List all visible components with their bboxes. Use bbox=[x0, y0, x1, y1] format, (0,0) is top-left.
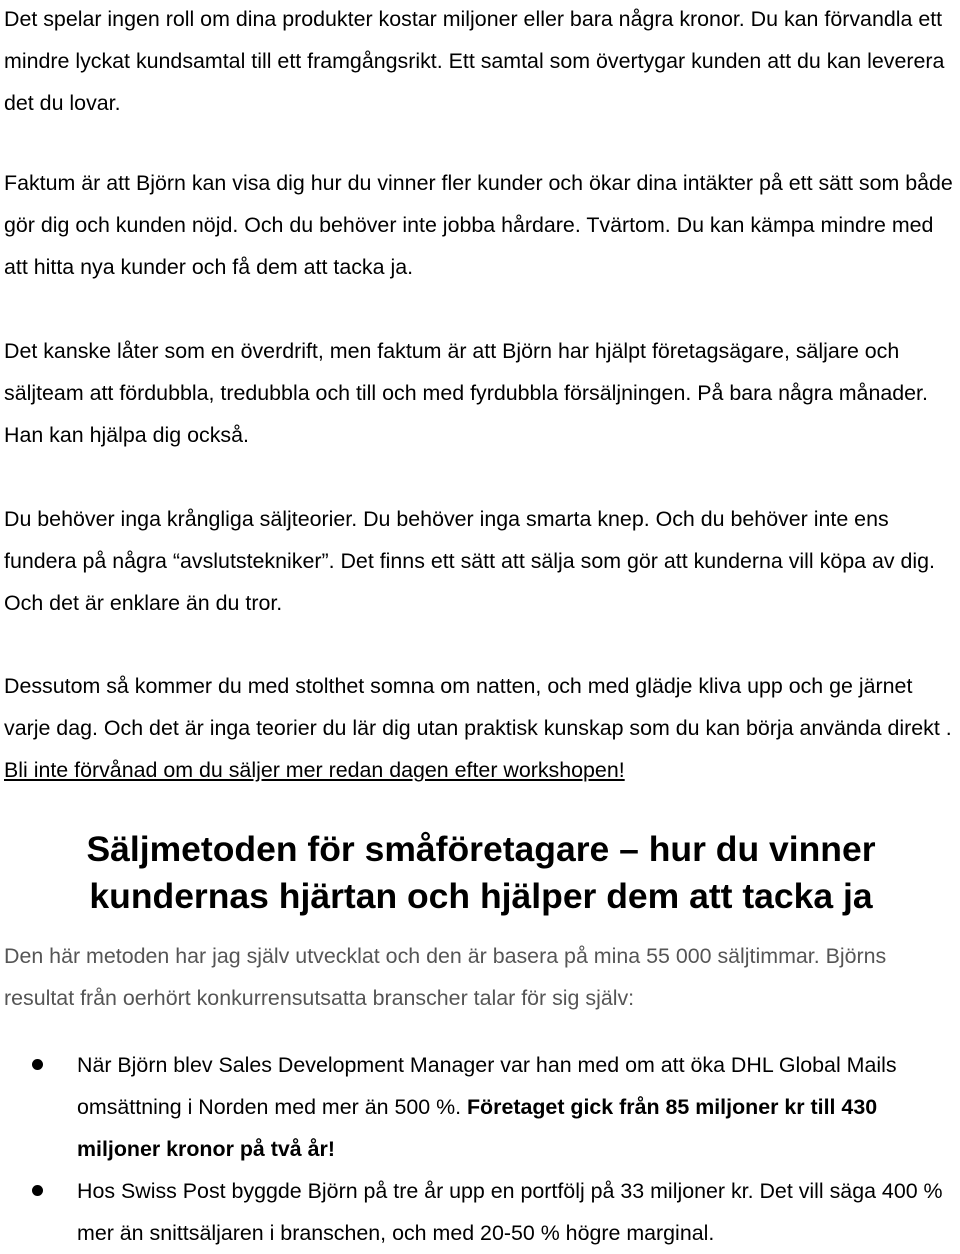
list-item-bold-text: Företaget gick från 85 miljoner kr till 430 miljoner kronor på två år! bbox=[77, 1095, 878, 1161]
list-item-text: Hos Swiss Post byggde Björn på tre år upp en portfölj på 33 miljoner kr. Det vill säga 400 % mer än snittsäljaren i branschen, och med 20-50 % högre marginal. bbox=[77, 1179, 943, 1245]
list-item-text: När Björn blev Sales Development Manager var han med om att öka DHL Global Mails omsättning i Norden med mer än 500 %. bbox=[77, 1053, 897, 1119]
results-list bbox=[4, 1044, 958, 1254]
bullet-dot-icon bbox=[32, 1185, 43, 1196]
paragraph-5-text: Dessutom så kommer du med stolthet somna om natten, och med glädje kliva upp och ge järnet varje dag. Och det är inga teorier du lär dig utan praktisk kunskap som du kan börja använda direkt . bbox=[4, 674, 952, 740]
paragraph-1: Det spelar ingen roll om dina produkter kostar miljoner eller bara några kronor. Du kan förvandla ett mindre lyckat kundsamtal till ett framgångsrikt. Ett samtal som övertygar kunden att du kan leverera det du lovar. bbox=[4, 7, 945, 115]
bullet-dot-icon bbox=[32, 1059, 43, 1070]
paragraph-4: Du behöver inga krångliga säljteorier. Du behöver inga smarta knep. Och du behöver inte ens fundera på några “avslutstekniker”. Det finns ett sätt att sälja som gör att kunderna vill köpa av dig. Och det är enklare än du tror. bbox=[4, 507, 935, 615]
paragraph-2: Faktum är att Björn kan visa dig hur du vinner fler kunder och ökar dina intäkter på ett sätt som både gör dig och kunden nöjd. Och du behöver inte jobba hårdare. Tvärtom. Du kan kämpa mindre med att hitta nya kunder och få dem att tacka ja. bbox=[4, 171, 953, 279]
list-item bbox=[4, 1044, 958, 1170]
list-item bbox=[4, 1170, 958, 1254]
section-heading: Säljmetoden för småföretagare – hur du vinner kundernas hjärtan och hjälper dem att tacka ja bbox=[86, 829, 876, 916]
workshop-note-link: Bli inte förvånad om du säljer mer redan dagen efter workshopen! bbox=[4, 758, 625, 782]
paragraph-5 bbox=[4, 665, 958, 791]
intro-paragraph: Den här metoden har jag själv utvecklat och den är basera på mina 55 000 säljtimmar. Björns resultat från oerhört konkurrensutsatta branscher talar för sig själv: bbox=[4, 944, 887, 1010]
paragraph-3: Det kanske låter som en överdrift, men faktum är att Björn har hjälpt företagsägare, säljare och säljteam att fördubbla, tredubbla och till och med fyrdubbla försäljningen. På bara några månader. Han kan hjälpa dig också. bbox=[4, 339, 928, 447]
